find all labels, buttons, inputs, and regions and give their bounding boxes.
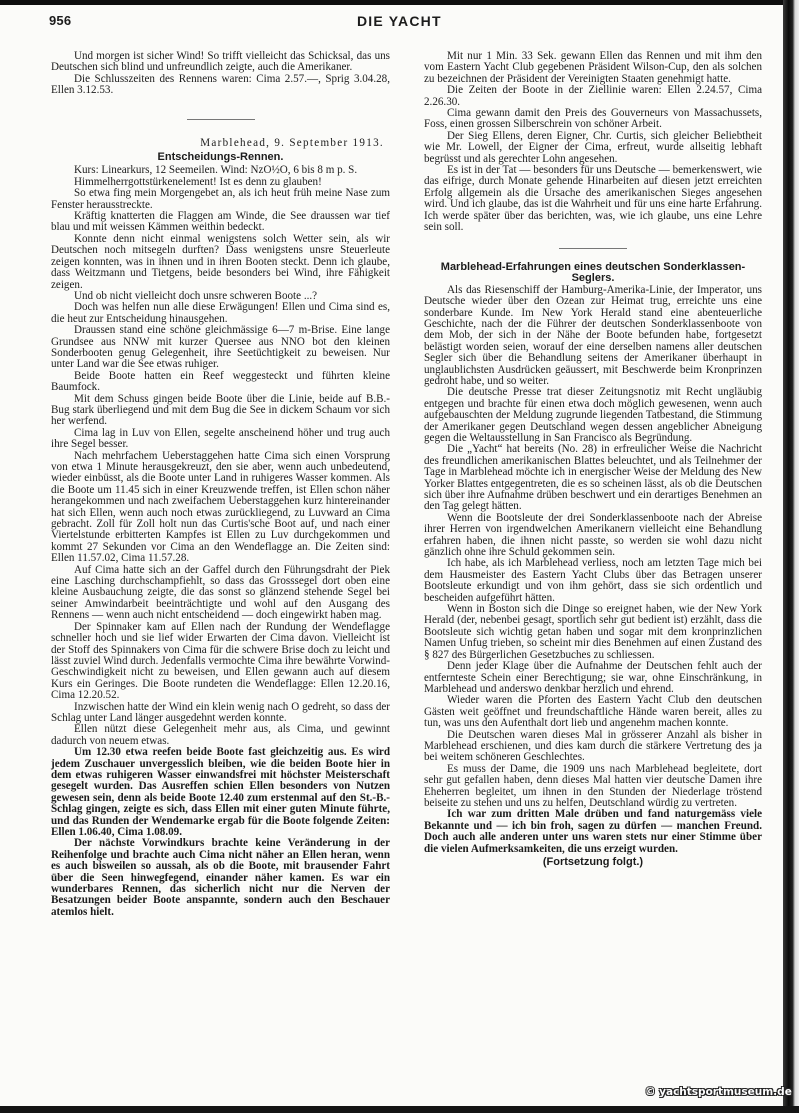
paragraph: Es muss der Dame, die 1909 uns nach Marblehead begleitete, dort sehr gut gefallen haben, denn dieses Mal hatten vier deutsche Damen ihre Eheherren begleitet, um ihnen in den Stunden der Niederlage tröstend beiseite zu stehen und uns zu helfen, Deutschland würdig zu vertreten. [424,762,762,809]
paragraph: Ich habe, als ich Marblehead verliess, noch am letzten Tage mich bei dem Hausmeister des Eastern Yacht Clubs über das Betragen unserer Bootsleute erkundigt und von ihm gehört, dass sie sich ordentlich und bescheiden aufgeführt hätten. [424,557,762,604]
paragraph: Als das Riesenschiff der Hamburg-Amerika-Linie, der Imperator, uns Deutsche wieder über den Ozean zur Heimat trug, erreichte uns eine sonderbare Kunde. Im New York Herald stand eine abenteuerliche Geschichte, nach der die Führer der deutschen Sonderklassenboote von dem Mob, der sich in der Nähe der Boote befunden habe, fortgesetzt belästigt worden seien, worauf der eine derselben namens aller deutschen Segler sich über die Behandlung seitens der Amerikaner überhaupt in unglaublichsten Ausdrücken geäussert, mit Beschwerde beim Kronprinzen gedroht habe, und so weiter. [424,283,762,387]
magazine-page [0,5,783,1106]
section-divider [559,248,627,249]
paragraph: Ich war zum dritten Male drüben und fand naturgemäss viele Bekannte und — ich bin froh, sagen zu dürfen — manchen Freund. Doch auch alle anderen unter uns waren stets nur einer Stimme über die vielen Aufmerksamkeiten, die uns erzeigt wurden. [424,808,762,855]
paragraph: Nach mehrfachem Ueberstaggehen hatte Cima sich einen Vorsprung von etwa 1 Minute herausgekreuzt, den sie aber, wenn auch unbedeutend, wieder einbüsst, als die Boote unter Land in ruhigeres Wasser kommen. Als die Boote um 11.45 sich in einer Kreuzwende treffen, ist Ellen schon näher herangekommen und nach zweifachem Ueberstaggehen kurz hintereinander hat sich Ellen, wenn auch noch etwas zurückliegend, zu Luvward an Cima gebracht. Zoll für Zoll holt nun das Curtis'sche Boot auf, und nach einer Viertelstunde erbitterten Kampfes ist Ellen zu Luv durchgekommen und kommt 27 Sekunden vor Cima an den Wendeflagge an. Die Zeiten sind: Ellen 11.57.02, Cima 11.57.28. [51,449,390,565]
paragraph: Wenn in Boston sich die Dinge so ereignet haben, wie der New York Herald (der, nebenbei gesagt, sportlich sehr gut bedient ist) erzählt, dass die Bootsleute sich wichtig getan haben und sogar mit dem kronprinzlichen Namen Unfug trieben, so scheint mir dies Benehmen auf einen Zustand des § 827 des Bürgerlichen Gesetzbuches zu schliessen. [424,603,762,661]
paragraph: Die Schlusszeiten des Rennens waren: Cima 2.57.—, Sprig 3.04.28, Ellen 3.12.53. [51,72,390,97]
continuation-note: (Fortsetzung folgt.) [542,856,644,868]
paragraph: Beide Boote hatten ein Reef weggesteckt und führten kleine Baumfock. [51,369,390,394]
paragraph: Und morgen ist sicher Wind! So trifft vielleicht das Schicksal, das uns Deutschen sich blind und unfreundlich zeigte, auch die Amerikaner. [51,50,390,74]
running-title: DIE YACHT [357,13,442,29]
section-heading: Entscheidungs-Rennen. [157,151,284,164]
paragraph: Draussen stand eine schöne gleichmässige 6—7 m-Brise. Eine lange Grundsee aus NNW mit kurzer Quersee aus NNO bot den kleinen Sonderbooten genug Gelegenheit, ihre Seetüchtigkeit zu beweisen. Nur unter Land war die See etwas ruhiger. [51,324,390,371]
paragraph: So etwa fing mein Morgengebet an, als ich heut früh meine Nase zum Fenster herausstreckte. [51,187,390,211]
paragraph: Die Deutschen waren dieses Mal in grösserer Anzahl als bisher in Marblehead erschienen, und dies kam durch die stärkere Vertretung des ja bei weitem schöneren Geschlechtes. [424,728,762,764]
section-divider [187,119,255,120]
scan-bottom-edge [0,1106,799,1113]
paragraph: Kräftig knatterten die Flaggen am Winde, die See draussen war tief blau und mit weissen Kämmen weithin bedeckt. [51,210,390,234]
paragraph: Inzwischen hatte der Wind ein klein wenig nach O gedreht, so dass der Schlag unter Land länger ausgedehnt werden konnte. [51,700,390,724]
copyright-watermark: © yachtsportmuseum.de [645,1086,792,1098]
paragraph: Cima lag in Luv von Ellen, segelte anscheinend höher und trug auch ihre Segel besser. [51,426,390,451]
paragraph: Der nächste Vorwindkurs brachte keine Veränderung in der Reihenfolge und brachte auch Cima nicht näher an Ellen heran, wenn es auch bisweilen so aussah, als ob die Boote, mit brausender Fahrt über die Seen hinwegfegend, einander näher kamen. Es war ein wunderbares Rennen, das sicherlich nicht nur die Nerven der Besatzungen beider Boote anspannte, sondern auch den Beschauer atemlos hielt. [51,837,390,918]
dateline: Marblehead, 9. September 1913. [200,136,384,149]
paragraph: Mit dem Schuss gingen beide Boote über die Linie, beide auf B.B.-Bug stark überliegend und mit dem Bug die See in dickem Schaum vor sich her werfend. [51,392,390,428]
book-spine-shadow [783,0,799,1113]
paragraph: Ellen nützt diese Gelegenheit mehr aus, als Cima, und gewinnt dadurch von neuem etwas. [51,723,390,747]
paragraph: Es ist in der Tat — besonders für uns Deutsche — bemerkenswert, wie das eifrige, durch Monate gehende Hinarbeiten auf diesen jetzt erreichten Erfolg allgemein als die Ursache des amerikanischen Sieges angesehen wird. Und ich glaube, das ist die Wahrheit und für uns eine harte Erfahrung. Ich werde später über das berichten, was, wie ich glaube, uns eine Lehre sein soll. [424,164,762,234]
paragraph: Die Zeiten der Boote in der Ziellinie waren: Ellen 2.24.57, Cima 2.26.30. [424,84,762,108]
paragraph: Und ob nicht vielleicht doch unsre schweren Boote ...? [74,289,318,302]
paragraph: Die „Yacht“ hat bereits (No. 28) in erfreulicher Weise die Nachricht des freundlichen amerikanischen Blattes beleuchtet, und als Teilnehmer der Tage in Marblehead möchte ich in energischer Weise der Meldung des New Yorker Blattes entgegentreten, die es so scheinen lässt, als ob die Deutschen sich über ihre Aufnahme drüben beschwert und ein derartiges Benehmen an den Tag gelegt hätten. [424,443,762,513]
paragraph: Denn jeder Klage über die Aufnahme der Deutschen fehlt auch der entfernteste Schein einer Berechtigung; sie war, ohne Einschränkung, in Marblehead und anderswo denkbar herzlich und ehrend. [424,660,762,695]
paragraph: Kurs: Linearkurs, 12 Seemeilen. Wind: NzO½O, 6 bis 8 m p. S. [74,164,358,177]
paragraph: Wenn die Bootsleute der drei Sonderklassenboote nach der Abreise ihrer Herren von irgendwelchen Amerikanern vielleicht eine Behandlung erfahren haben, die ihnen nicht passte, so werden sie wohl dazu nicht gänzlich ohne ihre Schuld gekommen sein. [424,511,762,559]
paragraph: Konnte denn nicht einmal wenigstens solch Wetter sein, als wir Deutschen noch mitsegeln durften? Dass wenigstens unsre Steuerleute zeigen konnten, was in ihnen und in ihren Booten steckt. Denn ich glaube, dass Weitzmann und Tietgens, beide besonders bei Wind, ihre Fähigkeit zeigen. [51,232,390,291]
paragraph: Die deutsche Presse trat dieser Zeitungsnotiz mit Recht ungläubig entgegen und brachte für einen etwa doch möglich gewesenen, wenn auch aufgebauschten der Meldung zugrunde liegenden Tatbestand, die Stimmung der Amerikaner gegen Deutschland wegen dessen angeblicher Abneigung gegen die Weltausstellung in San Francisco als Begründung. [424,386,762,444]
paragraph: Der Spinnaker kam auf Ellen nach der Rundung der Wendeflagge schneller hoch und sie lief wider Erwarten der Cima davon. Vielleicht ist der Stoff des Spinnakers von Cima für die schwere Brise doch zu leicht und lässt zuviel Wind durch. Jedenfalls vermochte Cima ihre bewährte Vorwind-Geschwindigkeit nicht zu beweisen, und Ellen gewann auch auf diesem Kurs ein Geringes. Die Boote rundeten die Wendeflagge: Ellen 12.20.16, Cima 12.20.52. [51,620,390,702]
right-column [424,51,762,868]
page-number: 956 [49,13,72,28]
paragraph: Wieder waren die Pforten des Eastern Yacht Club den deutschen Gästen weit geöffnet und freundschaftliche Hände waren bereit, alles zu tun, was uns den Aufenthalt dort lieb und angenehm machen konnte. [424,694,762,730]
paragraph: Cima gewann damit den Preis des Gouverneurs von Massachussets, Foss, einen grossen Silberschrein von schöner Arbeit. [424,107,762,131]
left-column [51,51,390,918]
article-heading: Marblehead-Erfahrungen eines deutschen Sonderklassen-Seglers. [440,260,746,285]
paragraph: Der Sieg Ellens, deren Eigner, Chr. Curtis, sich gleicher Beliebtheit wie Mr. Lowell, der Eigner der Cima, erfreut, wurde allseitig lebhaft begrüsst und als gerechter Lohn angesehen. [424,129,762,165]
paragraph: Mit nur 1 Min. 33 Sek. gewann Ellen das Rennen und mit ihm den vom Eastern Yacht Club gegebenen Präsident Wilson-Cup, den als solchen zu bezeichnen der Präsident der Vereinigten Staaten genehmigt hatte. [424,50,762,85]
paragraph: Um 12.30 etwa reefen beide Boote fast gleichzeitig aus. Es wird jedem Zuschauer unvergesslich bleiben, wie die beiden Boote hier in dem etwas ruhigeren Wasser einwandsfrei mit höchster Meisterschaft gesegelt wurden. Das Ausreffen schien Ellen besonders von Nutzen gewesen sein, denn als beide Boote 12.40 zum erstenmal auf den St.-B.-Schlag gingen, zeigte es sich, dass Ellen mit einer guten Minute führte, und das Runden der Wendemarke ergab für die Boote folgende Zeiten: Ellen 1.06.40, Cima 1.08.09. [51,746,390,838]
paragraph: Doch was helfen nun alle diese Erwägungen! Ellen und Cima sind es, die heut zur Entscheidung hinausgehen. [51,301,390,325]
paragraph: Auf Cima hatte sich an der Gaffel durch den Führungsdraht der Piek eine Lasching durchschampfiehlt, so dass das Grosssegel dort oben eine kleine Ausbauchung zeigte, die das sonst so glänzend stehende Segel bei seiner Amwindarbeit beeinträchtigte und wohl auf den Ausgang des Rennens — wenn auch nicht entscheidend — doch eingewirkt haben mag. [51,563,390,622]
paragraph: Himmelherrgottstürkenelement! Ist es denn zu glauben! [74,175,322,188]
